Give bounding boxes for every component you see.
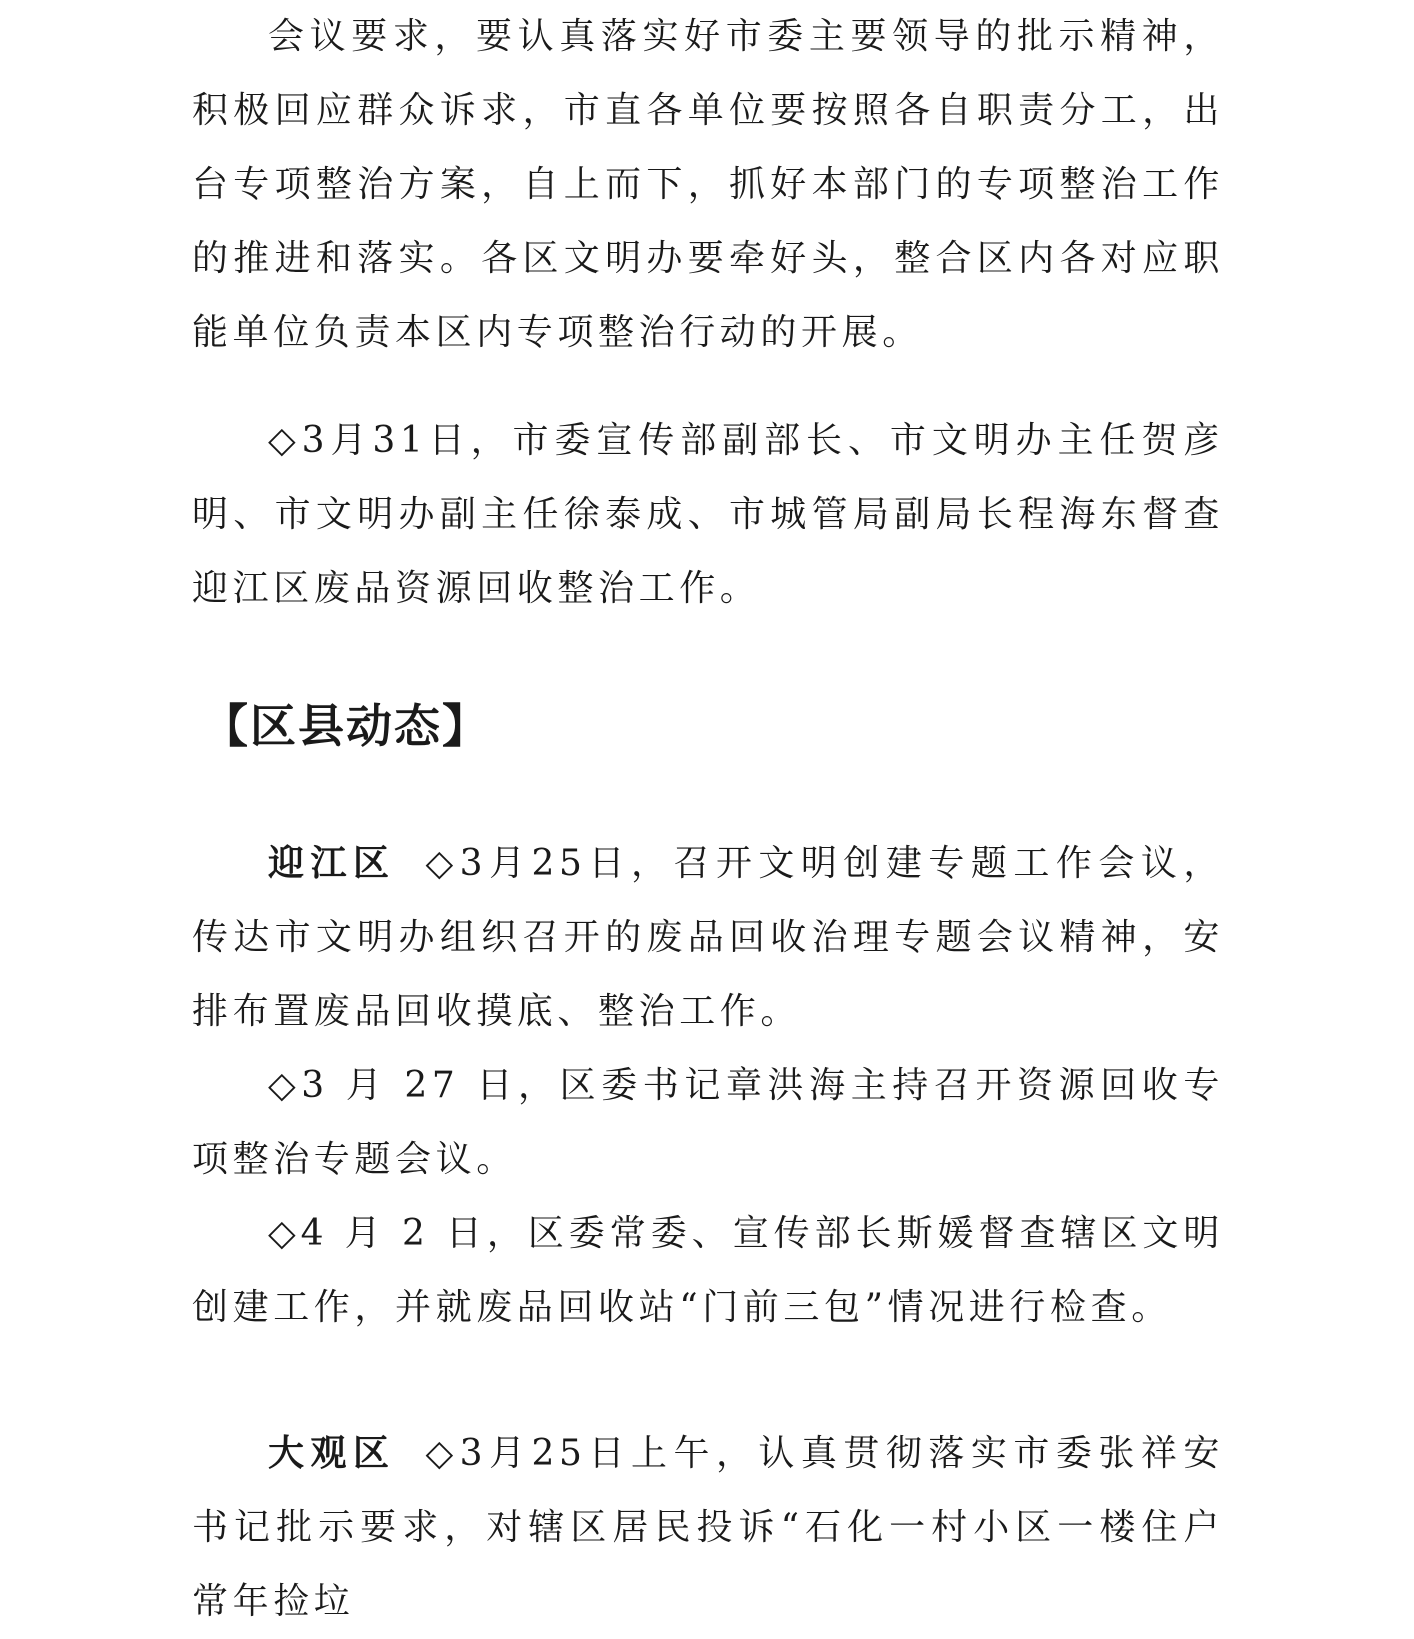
yingjiang-item-2: ◇3 月 27 日，区委书记章洪海主持召开资源回收专项整治专题会议。 [192, 1065, 1224, 1180]
paragraph-march31-inspection: ◇3月31日，市委宣传部副部长、市文明办主任贺彦明、市文明办副主任徐泰成、市城管局副局长程海东督查迎江区废品资源回收整治工作。 [192, 420, 1224, 609]
yingjiang-item-1 [192, 826, 1224, 1049]
section-heading-district-news: 【区县动态】 [202, 699, 490, 753]
yingjiang-item-3: ◇4 月 2 日，区委常委、宣传部长斯媛督查辖区文明创建工作，并就废品回收站“门前三包”情况进行检查。 [192, 1213, 1224, 1328]
district-name-daguan: 大观区 [268, 1432, 396, 1474]
district-name-yingjiang: 迎江区 [268, 842, 396, 884]
district-block-daguan [192, 1416, 1224, 1639]
yingjiang-item-1-text: ◇3月25日，召开文明创建专题工作会议，传达市文明办组织召开的废品回收治理专题会议精神，安排布置废品回收摸底、整治工作。 [192, 843, 1224, 1032]
daguan-item-1 [192, 1416, 1224, 1639]
paragraph-meeting-requirements: 会议要求，要认真落实好市委主要领导的批示精神，积极回应群众诉求，市直各单位要按照各自职责分工，出台专项整治方案，自上而下，抓好本部门的专项整治工作的推进和落实。各区文明办要牵好头，整合区内各对应职能单位负责本区内专项整治行动的开展。 [192, 16, 1224, 353]
district-block-yingjiang [192, 826, 1224, 1345]
daguan-item-1-text: ◇3月25日上午，认真贯彻落实市委张祥安书记批示要求，对辖区居民投诉“石化一村小区一楼住户常年捡垃 [192, 1433, 1224, 1622]
